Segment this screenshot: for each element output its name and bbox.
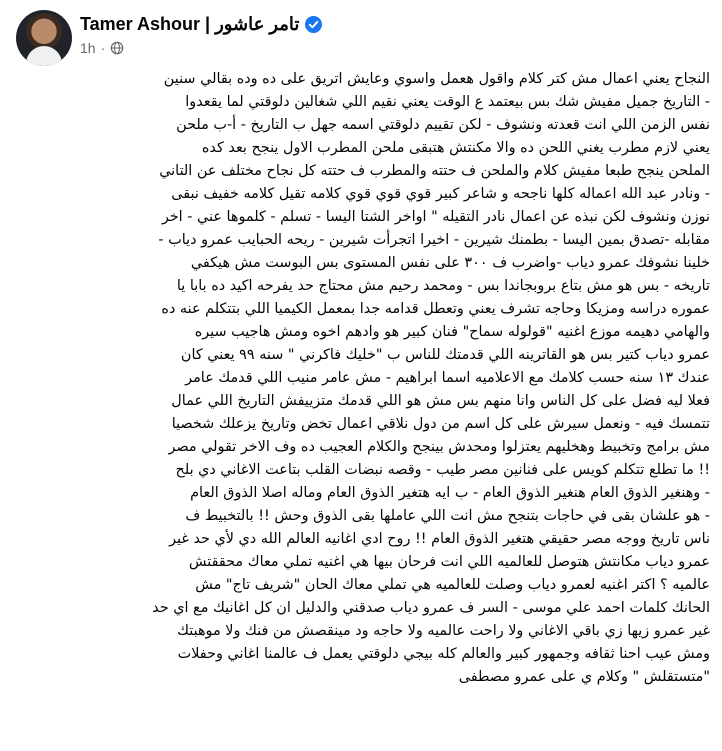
post-body-line: تتمسك فيه - ونعمل سيرش على كل اسم من دول نلاقي اعمال تخض وتاريخ يزعلك شخصيا <box>171 416 710 432</box>
post-body-line: عمرو دياب كتير بس هو القاترينه اللي قدمتك للناس ب "خليك فاكرني " سنه ٩٩ يعني كان <box>180 347 710 363</box>
post-header <box>16 10 706 66</box>
post-body-line: الملحن ينجح طبعا مفيش كلام والملحن ف حتته والمطرب ف حتته كل نجاح مختلف عن التاني <box>159 163 710 179</box>
post-body-line: مش برامج وتخبيط وهخليهم يعتزلوا ومحدش بينجح والكلام العجيب ده وف الاخر تقولي مصر <box>168 439 710 455</box>
post-body-line: نفس الزمن اللي انت قعدته ونشوف - لكن تقييم دلوقتي اسمه جهل ب التاريخ - أ-ب ملحن <box>176 117 710 133</box>
post-body-line: تاريخه - بس هو مش بتاع بروبجاندا بس - ومحمد رحيم مش محتاج حد يفرحه اكيد ده بابا يا <box>176 278 710 294</box>
post-body-line: خلينا نشوفك عمرو دياب -واضرب ف ٣٠٠ على نفس المستوى بس البوست مش هيكفي <box>190 255 710 271</box>
post-body-line: ومش عيب احنا ثقافه وجمهور كبير والعالم كله بيجي دلوقتي يعمل ف عالمنا اغاني وحفلات <box>177 646 710 662</box>
post-body-line: ناس تاريخ ووجه مصر حقيقي هتغير الذوق العام !! روح ادي اغانيه العالم الله دي لأي حد غير <box>169 531 710 547</box>
post-body-line: !! ما تطلع تتكلم كويس على فنانين مصر طيب - وقصه نبضات القلب بتاعت الاغاني دي بلح <box>175 462 710 478</box>
author-name-row <box>80 14 322 35</box>
post-body-line: فعلا ليه فضل على كل الناس وانا منهم بس مش هو اللي قدمك متزييفش التاريخ اللي عمال <box>171 393 710 409</box>
post-body-line: "متستقلش " وكلام ي على عمرو مصطفى <box>458 669 710 685</box>
post-body-line: عموره دراسه ومزيكا وحاجه تشرف يعني وتعطل قدامه جدا بمعمل الكيميا اللي بتتكلم عنه ده <box>161 301 710 317</box>
author-avatar[interactable] <box>16 10 72 66</box>
post-timestamp[interactable]: 1h <box>80 40 96 56</box>
globe-icon[interactable] <box>110 41 124 55</box>
post-body-line: غير عمرو زيها زي باقي الاغاني ولا راحت عالميه ولا حاجه ود مينقصش من فنك ولا موهبتك <box>177 623 710 639</box>
post-body-line: مقابله -تصدق بمين اليسا - بطمنك شيرين - اخيرا اتجرأت شيرين - ريحه الحبايب عمرو دياب - <box>158 232 710 248</box>
post-body-line: - ونادر عبد الله اعماله كلها ناجحه و شاعر كبير قوي قوي قوي كلامه تقيل كلامه خفيف نبقى <box>171 186 710 202</box>
post-body-line: عمرو دياب مكانتش هتوصل للعالميه اللي انت فرحان بيها هي اغنيه تملي معاك محققتش <box>188 554 710 570</box>
post-body-line: - وهنغير الذوق العام هنغير الذوق العام - ب ايه هتغير الذوق العام وماله اصلا الذوق العام <box>190 485 710 501</box>
post-body-line: - التاريخ جميل مفيش شك بس بيعتمد ع الوقت يعني نقيم اللي شغالين دلوقتي لما يقعدوا <box>185 94 710 110</box>
post-body-text <box>12 68 710 689</box>
post-meta <box>80 40 124 56</box>
post-body-line: النجاح يعني اعمال مش كتر كلام واقول هعمل واسوي وعايش اتريق على ده وده بقالي سنين <box>163 71 710 87</box>
post-body-line: نوزن ونشوف لكن نبذه عن اعمال نادر التقيله " اواخر الشتا اليسا - تسلم - كلموها عني - اخر <box>161 209 710 225</box>
post-body-line: يعني لازم مطرب يغني اللحن ده والا مكنتش هتبقى ملحن المطرب الاول ينجح بعد كده <box>201 140 710 156</box>
post-body-line: والهامي دهيمه موزع اغنيه "قولوله سماح" فنان كبير هو وادهم اخوه ومش هاجيب سيره <box>194 324 710 340</box>
post-body-line: عندك ١٣ سنه حسب كلامك مع الاعلاميه اسما ابراهيم - مش عامر منيب اللي قدمك عامر <box>185 370 710 386</box>
author-name[interactable]: Tamer Ashour | تامر عاشور <box>80 14 300 34</box>
post-body-line: عالميه ؟ اكتر اغنيه لعمرو دياب وصلت للعالميه هي تملي معاك الحان "شريف تاج" مش <box>195 577 710 593</box>
post-body-line: - هو علشان بقى في حاجات بتنجح مش انت اللي عاملها بقى الذوق وحش !! بالتخبيط ف <box>185 508 710 524</box>
meta-separator: · <box>100 40 106 56</box>
post-body-line: الحانك كلمات احمد علي موسى - السر ف عمرو دياب صدقني والدليل ان كل اغانيك مع اي حد <box>152 600 710 616</box>
verified-badge-icon <box>305 16 322 33</box>
